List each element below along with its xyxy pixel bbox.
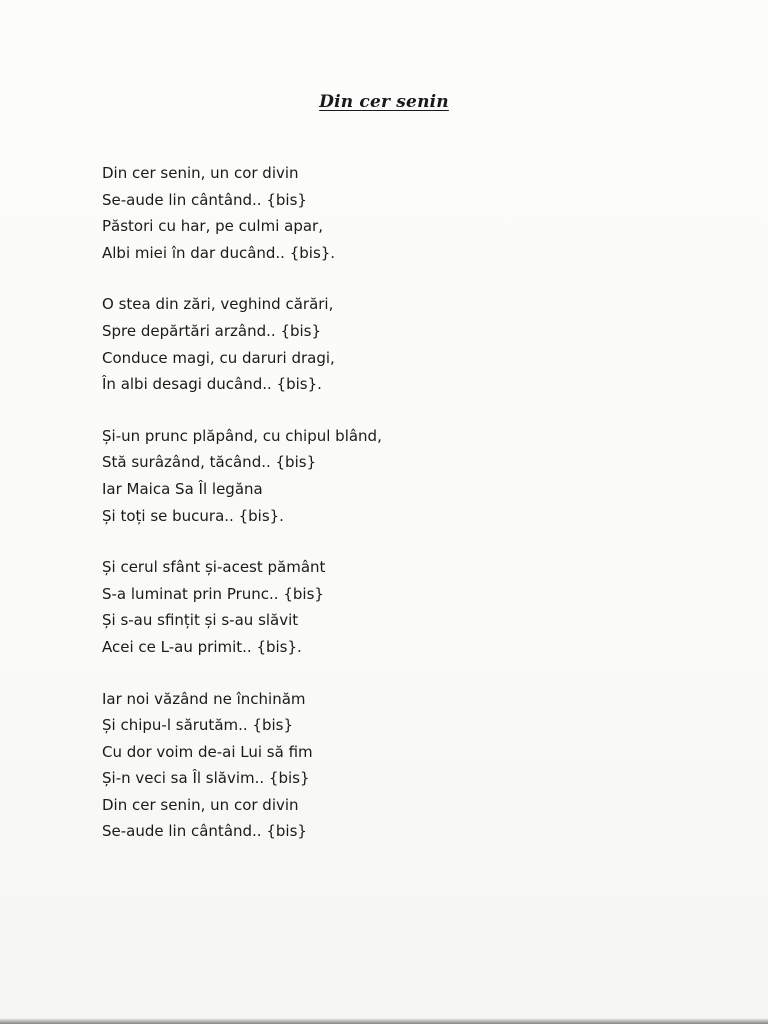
stanza: [102, 423, 662, 529]
poem-line: Din cer senin, un cor divin: [102, 795, 299, 814]
page-title: Din cer senin: [319, 92, 449, 112]
poem-body: [102, 160, 662, 870]
poem-line: S-a luminat prin Prunc.. {bis}: [102, 584, 324, 603]
poem-line: Spre depărtări arzând.. {bis}: [102, 321, 322, 340]
poem-line: Se-aude lin cântând.. {bis}: [102, 190, 307, 209]
poem-line: Și s-au sfințit și s-au slăvit: [102, 611, 299, 630]
poem-line: Și toți se bucura.. {bis}.: [102, 506, 284, 525]
poem-line: Acei ce L-au primit.. {bis}.: [102, 637, 302, 656]
poem-line: În albi desagi ducând.. {bis}.: [102, 375, 322, 394]
stanza: [102, 554, 662, 660]
poem-line: Păstori cu har, pe culmi apar,: [102, 217, 323, 236]
poem-line: Cu dor voim de-ai Lui să fim: [102, 742, 313, 761]
stanza: [102, 291, 662, 397]
poem-line: Iar noi văzând ne închinăm: [102, 689, 306, 708]
paper-bottom-edge: [0, 1018, 768, 1024]
poem-line: Stă surâzând, tăcând.. {bis}: [102, 453, 317, 472]
poem-line: O stea din zări, veghind cărări,: [102, 295, 334, 314]
poem-line: Se-aude lin cântând.. {bis}: [102, 822, 307, 841]
poem-line: Conduce magi, cu daruri dragi,: [102, 348, 335, 367]
poem-line: Din cer senin, un cor divin: [102, 164, 299, 182]
poem-line: Și chipu-l sărutăm.. {bis}: [102, 716, 294, 735]
poem-line: Și-n veci sa Îl slăvim.. {bis}: [102, 769, 310, 788]
stanza: [102, 160, 662, 266]
poem-line: Și cerul sfânt și-acest pământ: [102, 558, 326, 577]
stanza: [102, 686, 662, 846]
poem-line: Iar Maica Sa Îl legăna: [102, 479, 263, 498]
poem-line: Albi miei în dar ducând.. {bis}.: [102, 243, 336, 262]
poem-line: Și-un prunc plăpând, cu chipul blând,: [102, 426, 382, 445]
